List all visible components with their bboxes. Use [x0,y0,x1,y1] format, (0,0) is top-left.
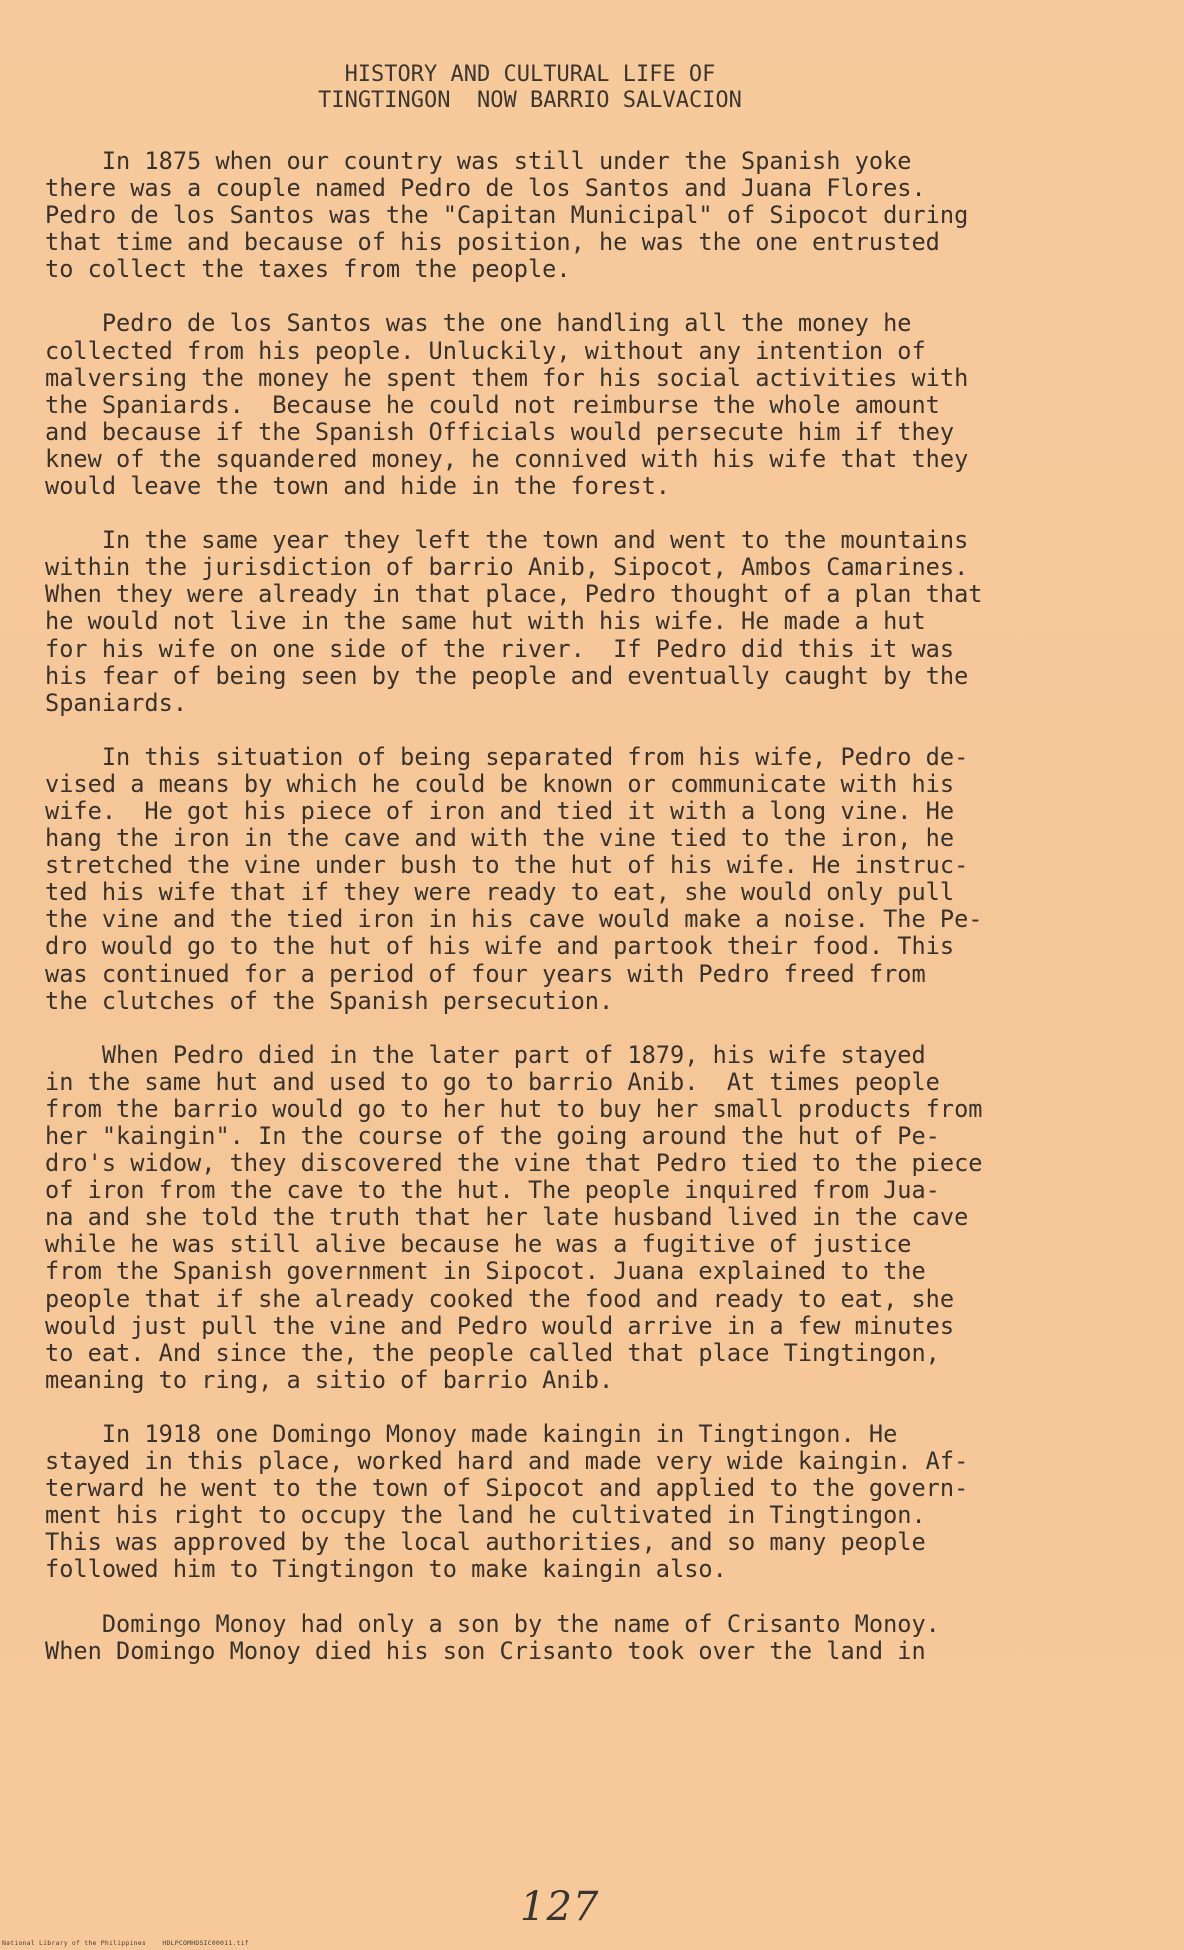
handwritten-page-number: 127 [520,1884,600,1930]
text-line: When Domingo Monoy died his son Crisanto took over the land in [45,1636,926,1665]
text-line: within the jurisdiction of barrio Anib, Sipocot, Ambos Camarines. [45,553,969,582]
text-line: there was a couple named Pedro de los Santos and Juana Flores. [45,174,926,203]
text-line: collected from his people. Unluckily, without any intention of [45,336,926,365]
text-line: was continued for a period of four years with Pedro freed from [45,959,926,988]
text-line: When Pedro died in the later part of 1879, his wife stayed [45,1040,926,1069]
text-line: vised a means by which he could be known or communicate with his [45,769,955,798]
text-line: stretched the vine under bush to the hut of his wife. He instruc- [45,851,969,880]
text-line: of iron from the cave to the hut. The people inquired from Jua- [45,1176,940,1205]
text-line: This was approved by the local authorities, and so many people [45,1528,926,1557]
text-line: in the same hut and used to go to barrio Anib. At times people [45,1067,940,1096]
paragraph [45,310,1125,500]
paragraph [45,1421,1125,1584]
text-line: dro's widow, they discovered the vine that Pedro tied to the piece [45,1149,983,1178]
title-line: TINGTINGON NOW BARRIO SALVACION [318,88,742,113]
text-line: followed him to Tingtingon to make kaingin also. [45,1555,727,1584]
text-line: ted his wife that if they were ready to eat, she would only pull [45,878,955,907]
text-line: In this situation of being separated from his wife, Pedro de- [45,742,969,771]
text-line: ment his right to occupy the land he cultivated in Tingtingon. [45,1501,926,1530]
paragraph [45,744,1125,1015]
text-line: na and she told the truth that her late husband lived in the cave [45,1203,969,1232]
text-line: When they were already in that place, Pedro thought of a plan that [45,580,983,609]
text-line: to collect the taxes from the people. [45,255,571,284]
text-line: from the Spanish government in Sipocot. Juana explained to the [45,1257,926,1286]
text-line: In 1875 when our country was still under the Spanish yoke [45,147,912,175]
scan-footer-label: National Library of the Philippines HDLPCOMHDSIC00011.tif [2,1939,249,1947]
text-line: he would not live in the same hut with his wife. He made a hut [45,607,926,636]
text-line: malversing the money he spent them for his social activities with [45,363,969,392]
document-body [45,148,1125,1692]
text-line: Pedro de los Santos was the one handling all the money he [45,309,912,338]
document-title [0,62,1060,114]
text-line: Domingo Monoy had only a son by the name of Crisanto Monoy. [45,1609,940,1638]
text-line: wife. He got his piece of iron and tied it with a long vine. He [45,796,955,825]
text-line: stayed in this place, worked hard and made very wide kaingin. Af- [45,1447,969,1476]
text-line: In 1918 one Domingo Monoy made kaingin in Tingtingon. He [45,1419,898,1448]
text-line: his fear of being seen by the people and eventually caught by the [45,661,969,690]
text-line: dro would go to the hut of his wife and partook their food. This [45,932,955,961]
text-line: the Spaniards. Because he could not reimburse the whole amount [45,390,940,419]
paragraph [45,527,1125,717]
text-line: and because if the Spanish Officials would persecute him if they [45,417,955,446]
title-line: HISTORY AND CULTURAL LIFE OF [344,62,716,87]
text-line: would leave the town and hide in the forest. [45,472,671,501]
paragraph [45,1611,1125,1665]
text-line: terward he went to the town of Sipocot and applied to the govern- [45,1474,969,1503]
text-line: that time and because of his position, he was the one entrusted [45,228,940,257]
text-line: hang the iron in the cave and with the vine tied to the iron, he [45,824,955,853]
text-line: meaning to ring, a sitio of barrio Anib. [45,1365,614,1394]
text-line: from the barrio would go to her hut to buy her small products from [45,1094,983,1123]
text-line: would just pull the vine and Pedro would arrive in a few minutes [45,1311,955,1340]
text-line: people that if she already cooked the food and ready to eat, she [45,1284,955,1313]
paragraph [45,148,1125,283]
text-line: for his wife on one side of the river. If Pedro did this it was [45,634,955,663]
text-line: knew of the squandered money, he connived with his wife that they [45,444,969,473]
text-line: to eat. And since the, the people called that place Tingtingon, [45,1338,940,1367]
text-line: the vine and the tied iron in his cave would make a noise. The Pe- [45,905,983,934]
text-line: Pedro de los Santos was the "Capitan Municipal" of Sipocot during [45,201,969,230]
text-line: while he was still alive because he was a fugitive of justice [45,1230,912,1259]
text-line: Spaniards. [45,688,188,717]
text-line: In the same year they left the town and went to the mountains [45,526,969,555]
text-line: the clutches of the Spanish persecution. [45,986,614,1015]
paragraph [45,1042,1125,1394]
text-line: her "kaingin". In the course of the going around the hut of Pe- [45,1122,940,1150]
